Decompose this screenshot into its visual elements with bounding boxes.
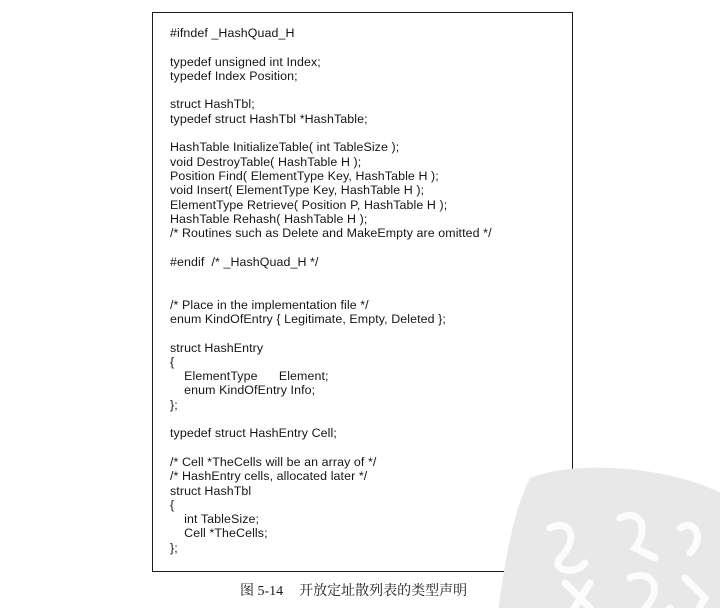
- code-line: {: [170, 354, 175, 369]
- code-line: typedef unsigned int Index;: [170, 54, 321, 69]
- code-line: [170, 83, 566, 97]
- code-line: typedef Index Position;: [170, 68, 298, 83]
- code-line: HashTable InitializeTable( int TableSize );: [170, 140, 400, 155]
- code-line: typedef struct HashTbl *HashTable;: [170, 111, 368, 126]
- code-listing: [170, 26, 566, 555]
- code-line: Position Find( ElementType Key, HashTable H );: [170, 168, 439, 183]
- code-line: enum KindOfEntry { Legitimate, Empty, Deleted };: [170, 311, 446, 326]
- code-line: void Insert( ElementType Key, HashTable H );: [170, 183, 425, 198]
- code-line: {: [170, 497, 175, 512]
- code-line: [170, 441, 566, 455]
- code-listing-box: [152, 12, 573, 572]
- code-line: struct HashTbl;: [170, 97, 255, 112]
- code-line: ElementType Element;: [170, 369, 329, 384]
- code-line: [170, 240, 566, 254]
- code-line: struct HashEntry: [170, 340, 264, 355]
- figure-title: 开放定址散列表的类型声明: [299, 584, 468, 599]
- code-line: ElementType Retrieve( Position P, HashTable H );: [170, 197, 448, 212]
- code-line: typedef struct HashEntry Cell;: [170, 426, 337, 441]
- code-line: int TableSize;: [170, 512, 260, 527]
- code-line: /* Cell *TheCells will be an array of */: [170, 454, 377, 469]
- code-line: [170, 326, 566, 340]
- code-line: HashTable Rehash( HashTable H );: [170, 211, 368, 226]
- code-line: [170, 283, 566, 297]
- figure-number: 图 5-14: [240, 584, 284, 599]
- code-line: [170, 126, 566, 140]
- code-line: };: [170, 540, 178, 555]
- code-line: void DestroyTable( HashTable H );: [170, 154, 362, 169]
- code-line: [170, 269, 566, 283]
- code-line: #ifndef _HashQuad_H: [170, 26, 295, 40]
- code-line: [170, 412, 566, 426]
- figure-caption: [240, 580, 467, 600]
- code-line: Cell *TheCells;: [170, 526, 268, 541]
- code-line: #endif /* _HashQuad_H */: [170, 254, 319, 269]
- code-line: };: [170, 397, 178, 412]
- code-line: [170, 40, 566, 54]
- code-line: /* Routines such as Delete and MakeEmpty are omitted */: [170, 226, 492, 241]
- code-line: /* Place in the implementation file */: [170, 297, 369, 312]
- code-line: struct HashTbl: [170, 483, 252, 498]
- code-line: enum KindOfEntry Info;: [170, 383, 316, 398]
- code-line: /* HashEntry cells, allocated later */: [170, 469, 368, 484]
